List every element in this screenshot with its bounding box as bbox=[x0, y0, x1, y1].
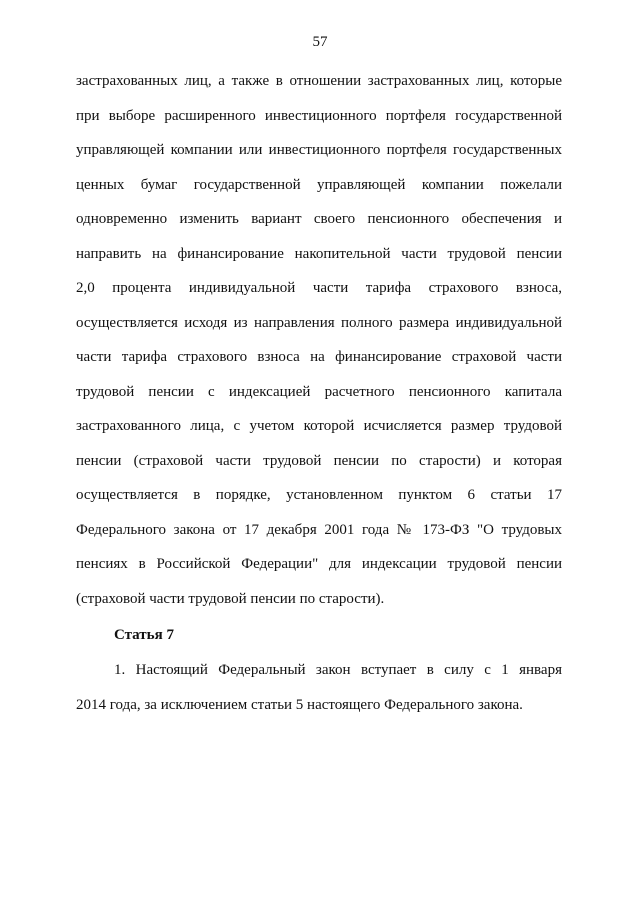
article-heading: Статья 7 bbox=[114, 627, 174, 643]
continuation-paragraph bbox=[76, 70, 562, 622]
text-line: застрахованного лица, с учетом которой исчисляется размер трудовой bbox=[76, 418, 562, 434]
text-line: пенсиях в Российской Федерации" для индексации трудовой пенсии bbox=[76, 556, 562, 572]
text-line: части тарифа страхового взноса на финансирование страховой части bbox=[76, 349, 562, 365]
text-line: трудовой пенсии с индексацией расчетного пенсионного капитала bbox=[76, 383, 562, 400]
text-line: застрахованных лиц, а также в отношении застрахованных лиц, которые bbox=[76, 73, 562, 89]
text-line: 1. Настоящий Федеральный закон вступает в силу с 1 января bbox=[114, 662, 562, 678]
text-line: осуществляется в порядке, установленном пунктом 6 статьи 17 bbox=[76, 487, 562, 503]
text-line: Федерального закона от 17 декабря 2001 года № 173-ФЗ "О трудовых bbox=[76, 521, 562, 538]
text-line: ценных бумаг государственной управляющей компании пожелали bbox=[76, 176, 562, 193]
text-line: 2,0 процента индивидуальной части тарифа страхового взноса, bbox=[76, 280, 562, 296]
text-line: пенсии (страховой части трудовой пенсии по старости) и которая bbox=[76, 452, 562, 469]
text-line: осуществляется исходя из направления полного размера индивидуальной bbox=[76, 314, 562, 331]
article-paragraph bbox=[76, 659, 562, 728]
text-line: (страховой части трудовой пенсии по старости). bbox=[76, 590, 385, 607]
page-number: 57 bbox=[312, 34, 328, 50]
text-line: при выборе расширенного инвестиционного портфеля государственной bbox=[76, 107, 562, 124]
text-line: управляющей компании или инвестиционного портфеля государственных bbox=[76, 142, 562, 158]
text-line: направить на финансирование накопительной части трудовой пенсии bbox=[76, 245, 562, 262]
text-line: одновременно изменить вариант своего пенсионного обеспечения и bbox=[76, 211, 562, 227]
text-line: 2014 года, за исключением статьи 5 настоящего Федерального закона. bbox=[76, 696, 523, 713]
